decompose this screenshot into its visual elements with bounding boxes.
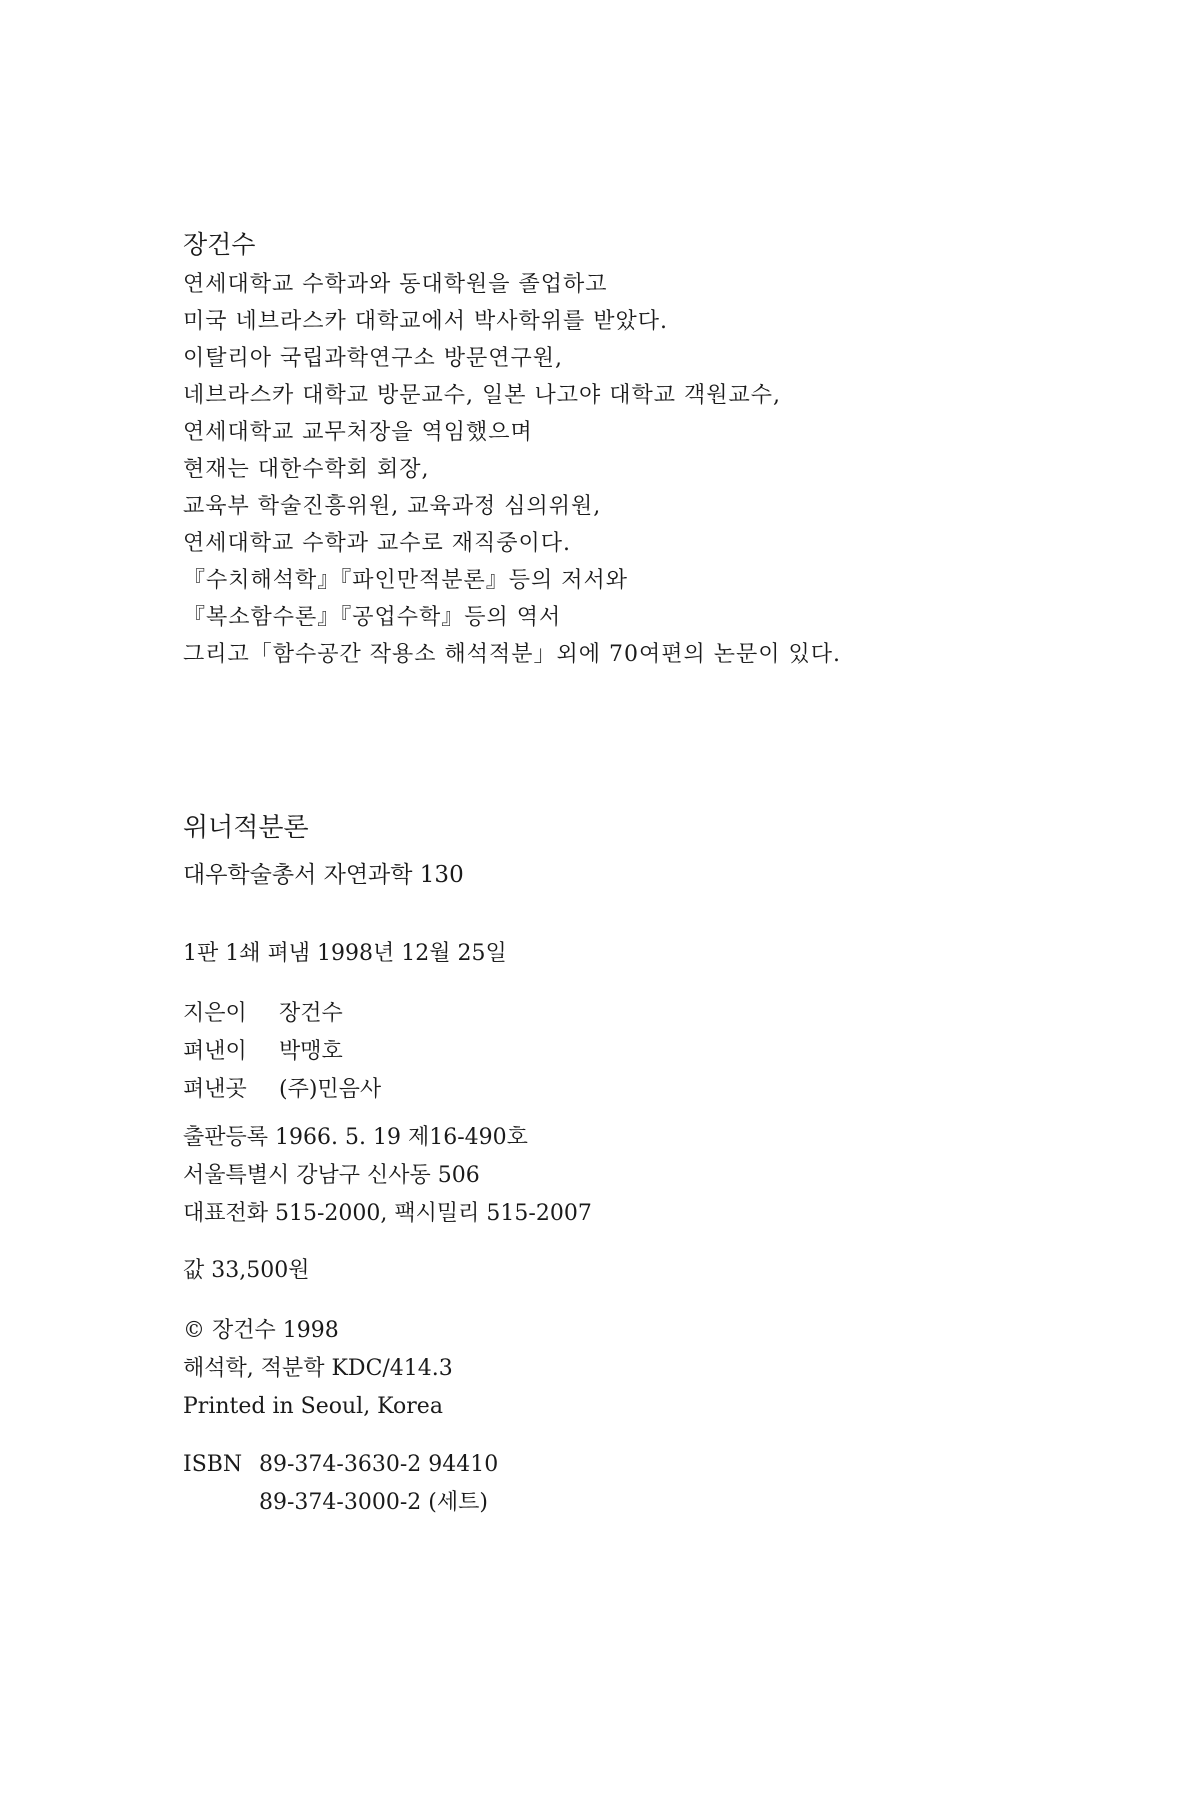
address-line: 서울특별시 강남구 신사동 506: [183, 1163, 480, 1188]
bio-line: 연세대학교 수학과 교수로 재직중이다.: [183, 531, 572, 556]
printed-line: Printed in Seoul, Korea: [183, 1394, 443, 1419]
isbn-primary: [183, 1446, 498, 1484]
isbn-set: 89-374-3000-2 (세트): [259, 1490, 488, 1515]
credit-value: (주)민음사: [279, 1077, 382, 1102]
bio-line: 미국 네브라스카 대학교에서 박사학위를 받았다.: [183, 309, 669, 334]
credit-author: [183, 995, 381, 1033]
bio-line: 그리고「함수공간 작용소 해석적분」외에 70여편의 논문이 있다.: [183, 642, 842, 667]
copyright-line: © 장건수 1998: [183, 1318, 339, 1343]
credit-publishing-house: [183, 1071, 381, 1109]
author-name: 장건수: [183, 230, 256, 259]
bio-line: 연세대학교 교무처장을 역임했으며: [183, 420, 533, 445]
edition-date: 1판 1쇄 펴냄 1998년 12월 25일: [183, 941, 507, 966]
bio-line: 이탈리아 국립과학연구소 방문연구원,: [183, 346, 564, 371]
bio-line: 『수치해석학』『파인만적분론』등의 저서와: [183, 568, 629, 593]
credit-label: 펴낸곳: [183, 1077, 247, 1102]
classification-line: 해석학, 적분학 KDC/414.3: [183, 1356, 453, 1381]
credit-value: 장건수: [279, 1001, 343, 1026]
book-title: 위너적분론: [183, 813, 309, 843]
credit-label: 펴낸이: [183, 1039, 247, 1064]
bio-line: 『복소함수론』『공업수학』등의 역서: [183, 605, 562, 630]
author-bio: [183, 226, 841, 673]
isbn-info: [183, 1446, 498, 1522]
credit-value: 박맹호: [279, 1039, 343, 1064]
series-name: 대우학술총서 자연과학 130: [183, 862, 464, 888]
bio-line: 현재는 대한수학회 회장,: [183, 457, 430, 482]
registration-info: [183, 1119, 592, 1233]
registration-line: 출판등록 1966. 5. 19 제16-490호: [183, 1125, 528, 1150]
phone-line: 대표전화 515-2000, 팩시밀리 515-2007: [183, 1201, 592, 1226]
bio-line: 교육부 학술진흥위원, 교육과정 심의위원,: [183, 494, 602, 519]
copyright-info: [183, 1312, 453, 1426]
bio-line: 네브라스카 대학교 방문교수, 일본 나고야 대학교 객원교수,: [183, 383, 781, 408]
credit-label: 지은이: [183, 1001, 247, 1026]
bio-line: 연세대학교 수학과와 동대학원을 졸업하고: [183, 272, 608, 297]
isbn-label: ISBN: [183, 1452, 243, 1477]
price: 값 33,500원: [183, 1258, 310, 1283]
isbn-number: 89-374-3630-2 94410: [259, 1452, 499, 1477]
credit-publisher: [183, 1033, 381, 1071]
credits: [183, 995, 381, 1109]
